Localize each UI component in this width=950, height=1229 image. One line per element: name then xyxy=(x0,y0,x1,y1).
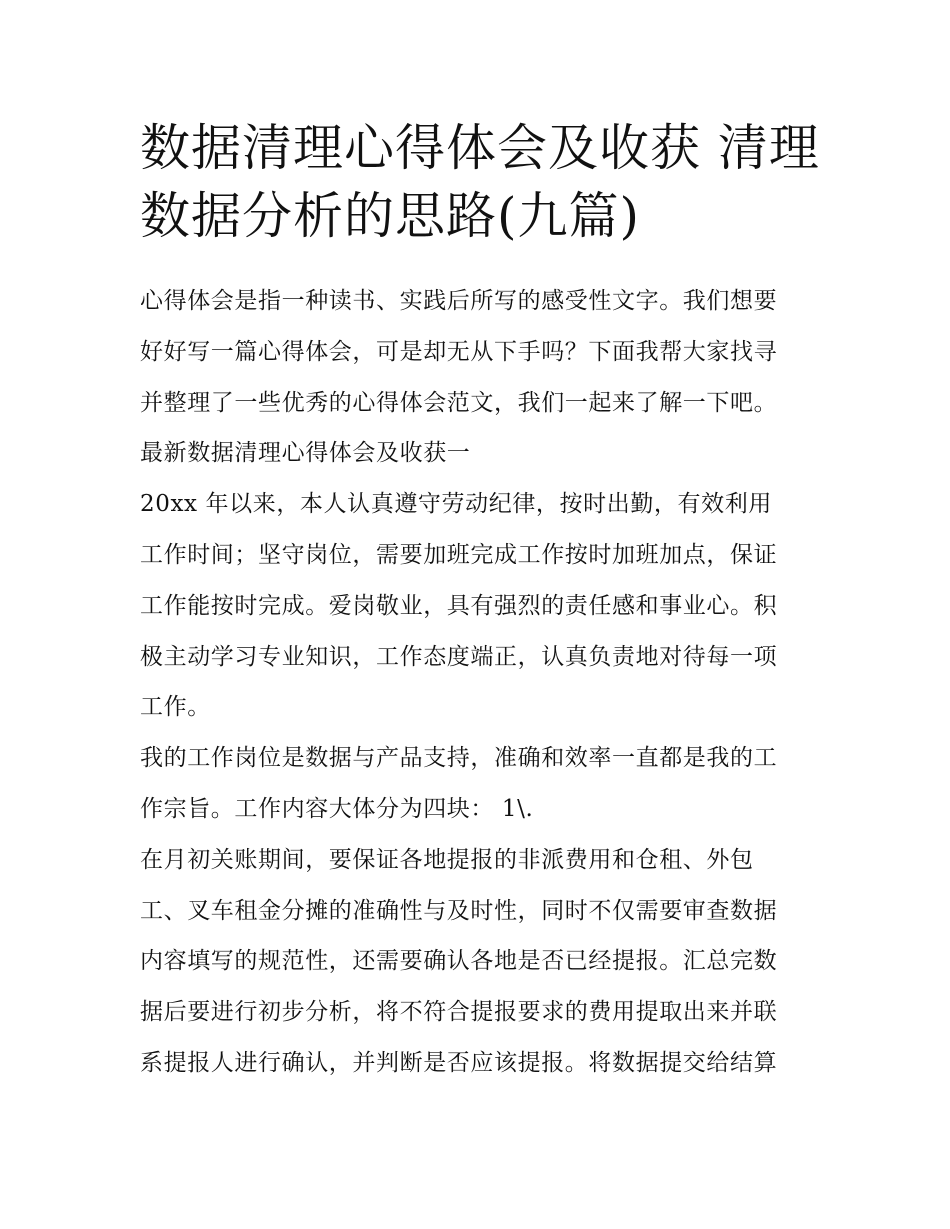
body-line: 我的工作岗位是数据与产品支持，准确和效率一直都是我的工 xyxy=(140,745,778,772)
title-line-2: 数据分析的思路(九篇) xyxy=(140,187,641,245)
body-line: 工作。 xyxy=(140,694,211,721)
document-body xyxy=(140,276,820,1089)
body-line: 工作能按时完成。爱岗敬业，具有强烈的责任感和事业心。积 xyxy=(140,592,778,619)
body-line: 心得体会是指一种读书、实践后所写的感受性文字。我们想要 xyxy=(140,288,778,314)
body-line: 作宗旨。工作内容大体分为四块： 1\. xyxy=(140,795,534,822)
body-line: 在月初关账期间，要保证各地提报的非派费用和仓租、外包 xyxy=(140,846,754,873)
title-line-1: 数据清理心得体会及收获 清理 xyxy=(140,119,820,177)
body-line: 工作时间；坚守岗位，需要加班完成工作按时加班加点，保证 xyxy=(140,541,778,568)
body-line: 极主动学习专业知识，工作态度端正，认真负责地对待每一项 xyxy=(140,643,778,670)
body-line: 系提报人进行确认，并判断是否应该提报。将数据提交给结算 xyxy=(140,1049,778,1076)
body-line: 内容填写的规范性，还需要确认各地是否已经提报。汇总完数 xyxy=(140,948,778,975)
body-line: 好好写一篇心得体会，可是却无从下手吗？下面我帮大家找寻 xyxy=(140,338,778,365)
body-line: 并整理了一些优秀的心得体会范文，我们一起来了解一下吧。 xyxy=(140,389,778,416)
body-line: 20xx 年以来，本人认真遵守劳动纪律，按时出勤，有效利用 xyxy=(140,491,772,518)
body-line: 据后要进行初步分析，将不符合提报要求的费用提取出来并联 xyxy=(140,999,778,1026)
document-title xyxy=(140,114,820,250)
body-line: 工、叉车租金分摊的准确性与及时性，同时不仅需要审查数据 xyxy=(140,897,778,924)
section-heading: 最新数据清理心得体会及收获一 xyxy=(140,440,471,467)
